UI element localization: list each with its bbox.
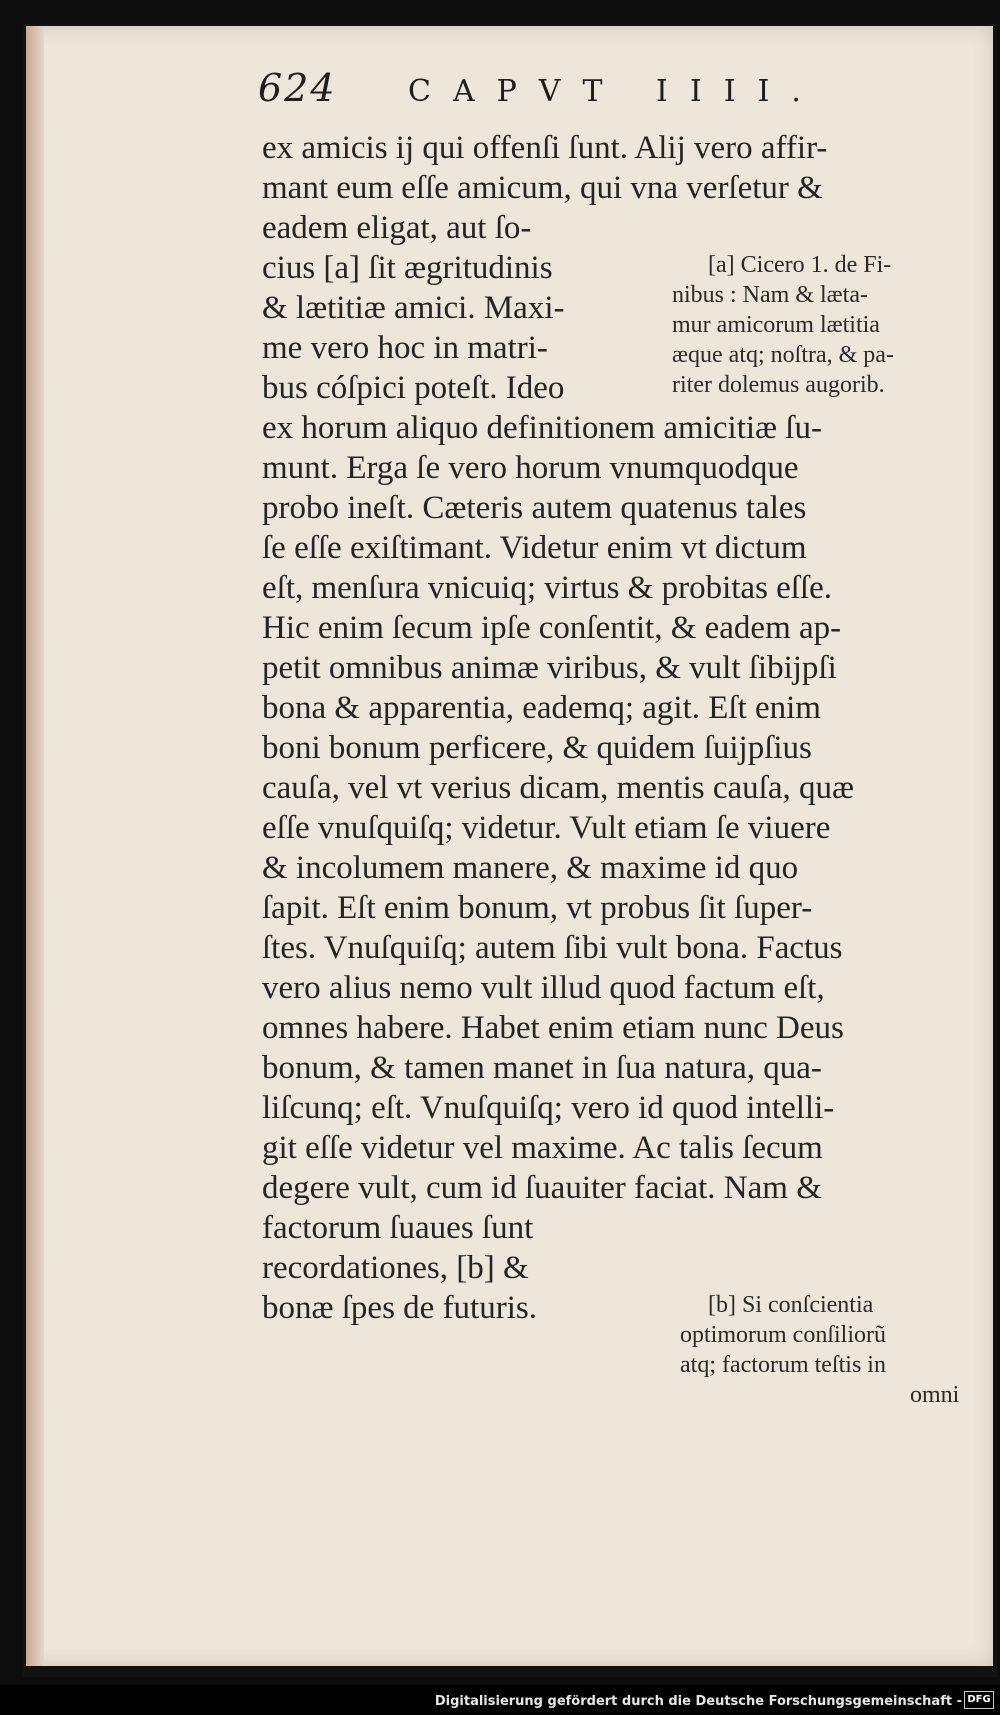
text-line: omnes habere. Habet enim etiam nunc Deus — [262, 1010, 844, 1046]
text-line: degere vult, cum id ſuauiter faciat. Nam & — [262, 1170, 822, 1206]
text-line: bona & apparentia, eademq; agit. Eſt enim — [262, 690, 821, 726]
text-line: git eſſe videtur vel maxime. Ac talis ſecum — [262, 1130, 823, 1166]
page-header — [258, 66, 978, 126]
text-line: munt. Erga ſe vero horum vnumquodque — [262, 450, 799, 486]
text-line: bonæ ſpes de futuris. — [262, 1290, 537, 1326]
footer-bar — [0, 1685, 1000, 1715]
text-line: & incolumem manere, & maxime id quo — [262, 850, 799, 886]
note-line: atq; factorum teſtis in — [680, 1352, 886, 1378]
note-line: [b] Si conſcientia — [708, 1292, 874, 1318]
note-line: mur amicorum lætitia — [672, 312, 880, 338]
text-line: ſtes. Vnuſquiſq; autem ſibi vult bona. Factus — [262, 930, 843, 966]
footer-credit: Digitalisierung gefördert durch die Deutsche Forschungsgemeinschaft - — [434, 1694, 962, 1709]
text-line: bus cóſpici poteſt. Ideo — [262, 370, 565, 406]
text-line: eſſe vnuſquiſq; videtur. Vult etiam ſe viuere — [262, 810, 831, 846]
note-line: [a] Cicero 1. de Fi- — [708, 252, 892, 278]
text-line: mant eum eſſe amicum, qui vna verſetur & — [262, 170, 823, 206]
text-line: ſe eſſe exiſtimant. Videtur enim vt dictum — [262, 530, 807, 566]
note-line: æque atq; noſtra, & pa- — [672, 342, 894, 368]
text-line: boni bonum perficere, & quidem ſuijpſius — [262, 730, 812, 766]
text-line: Hic enim ſecum ipſe conſentit, & eadem ap- — [262, 610, 842, 646]
text-line: me vero hoc in matri- — [262, 330, 548, 366]
note-line: optimorum conſiliorũ — [680, 1322, 886, 1348]
text-line: recordationes, [b] & — [262, 1250, 529, 1286]
text-line: vero alius nemo vult illud quod factum eſt, — [262, 970, 825, 1006]
text-line: ex horum aliquo definitionem amicitiæ ſu- — [262, 410, 822, 446]
note-line: omni — [910, 1382, 960, 1408]
text-line: probo ineſt. Cæteris autem quatenus tales — [262, 490, 807, 526]
text-line: factorum ſuaues ſunt — [262, 1210, 534, 1246]
text-line: eſt, menſura vnicuiq; virtus & probitas eſſe. — [262, 570, 833, 606]
note-line: riter dolemus augorib. — [672, 372, 885, 398]
dfg-logo: DFG — [964, 1691, 994, 1709]
running-head: CAPVT IIII. — [408, 74, 823, 109]
text-line: eadem eligat, aut ſo- — [262, 210, 532, 246]
text-line: petit omnibus animæ viribus, & vult ſibijpſi — [262, 650, 837, 686]
text-line: cius [a] ſit ægritudinis — [262, 250, 553, 286]
page-number: 624 — [258, 66, 337, 110]
text-line: cauſa, vel vt verius dicam, mentis cauſa, quæ — [262, 770, 854, 806]
page-edge — [26, 26, 44, 1666]
text-line: & lætitiæ amici. Maxi- — [262, 290, 565, 326]
text-line: ex amicis ij qui offenſi ſunt. Alij vero affir- — [262, 130, 828, 166]
text-line: ſapit. Eſt enim bonum, vt probus ſit ſuper- — [262, 890, 813, 926]
text-line: liſcunq; eſt. Vnuſquiſq; vero id quod intelli- — [262, 1090, 835, 1126]
note-line: nibus : Nam & læta- — [672, 282, 868, 308]
text-line: bonum, & tamen manet in ſua natura, qua- — [262, 1050, 822, 1086]
